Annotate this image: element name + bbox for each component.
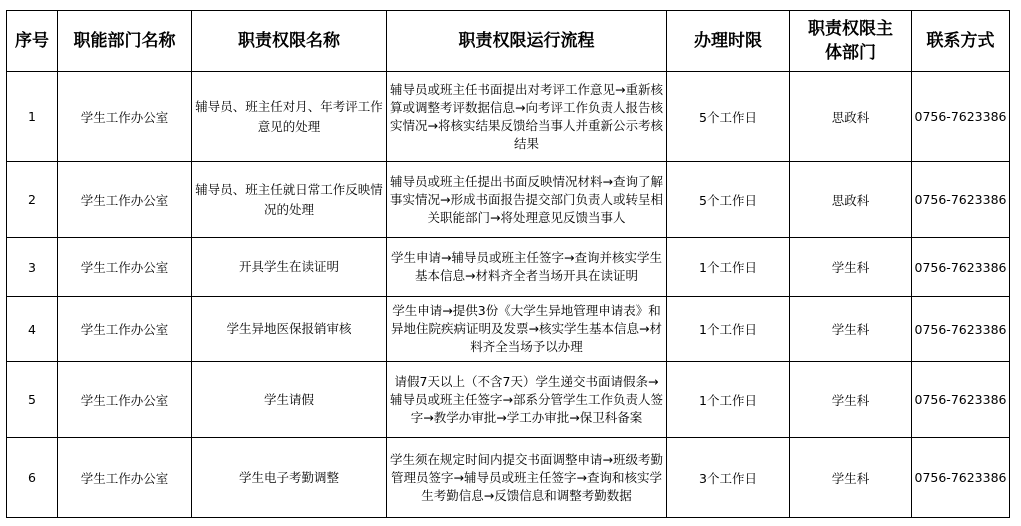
cell-flow: 学生申请→提供3份《大学生异地管理申请表》和异地住院疾病证明及发票→核实学生基本信息→材料齐全当场予以办理 xyxy=(387,297,667,362)
duty-table xyxy=(6,10,1010,518)
cell-time: 1个工作日 xyxy=(667,238,790,297)
cell-dept: 学生工作办公室 xyxy=(58,438,192,518)
cell-flow: 学生须在规定时间内提交书面调整申请→班级考勤管理员签字→辅导员或班主任签字→查询和核实学生考勤信息→反馈信息和调整考勤数据 xyxy=(387,438,667,518)
cell-contact: 0756-7623386 xyxy=(912,297,1010,362)
table-row xyxy=(7,72,1010,162)
cell-name: 学生电子考勤调整 xyxy=(192,438,387,518)
cell-owner: 思政科 xyxy=(790,162,912,238)
cell-seq: 3 xyxy=(7,238,58,297)
cell-contact: 0756-7623386 xyxy=(912,72,1010,162)
table-row xyxy=(7,162,1010,238)
cell-owner: 学生科 xyxy=(790,362,912,438)
header-owner: 职责权限主体部门 xyxy=(790,11,912,72)
cell-dept: 学生工作办公室 xyxy=(58,297,192,362)
header-contact: 联系方式 xyxy=(912,11,1010,72)
cell-name: 学生请假 xyxy=(192,362,387,438)
cell-name: 辅导员、班主任对月、年考评工作意见的处理 xyxy=(192,72,387,162)
table-row xyxy=(7,297,1010,362)
cell-dept: 学生工作办公室 xyxy=(58,72,192,162)
header-flow: 职责权限运行流程 xyxy=(387,11,667,72)
header-dept: 职能部门名称 xyxy=(58,11,192,72)
cell-contact: 0756-7623386 xyxy=(912,238,1010,297)
cell-owner: 学生科 xyxy=(790,438,912,518)
cell-flow: 辅导员或班主任提出书面反映情况材料→查询了解事实情况→形成书面报告提交部门负责人或转呈相关职能部门→将处理意见反馈当事人 xyxy=(387,162,667,238)
header-seq: 序号 xyxy=(7,11,58,72)
header-row xyxy=(7,11,1010,72)
cell-seq: 1 xyxy=(7,72,58,162)
cell-time: 1个工作日 xyxy=(667,297,790,362)
cell-contact: 0756-7623386 xyxy=(912,438,1010,518)
cell-seq: 4 xyxy=(7,297,58,362)
header-time: 办理时限 xyxy=(667,11,790,72)
cell-owner: 学生科 xyxy=(790,238,912,297)
cell-time: 5个工作日 xyxy=(667,72,790,162)
cell-time: 3个工作日 xyxy=(667,438,790,518)
cell-time: 1个工作日 xyxy=(667,362,790,438)
cell-contact: 0756-7623386 xyxy=(912,362,1010,438)
cell-seq: 6 xyxy=(7,438,58,518)
cell-owner: 学生科 xyxy=(790,297,912,362)
cell-dept: 学生工作办公室 xyxy=(58,162,192,238)
cell-flow: 请假7天以上（不含7天）学生递交书面请假条→辅导员或班主任签字→部系分管学生工作负责人签字→教学办审批→学工办审批→保卫科备案 xyxy=(387,362,667,438)
table-row xyxy=(7,362,1010,438)
cell-dept: 学生工作办公室 xyxy=(58,238,192,297)
cell-name: 开具学生在读证明 xyxy=(192,238,387,297)
cell-name: 学生异地医保报销审核 xyxy=(192,297,387,362)
cell-name: 辅导员、班主任就日常工作反映情况的处理 xyxy=(192,162,387,238)
table-row xyxy=(7,438,1010,518)
cell-flow: 辅导员或班主任书面提出对考评工作意见→重新核算或调整考评数据信息→向考评工作负责人报告核实情况→将核实结果反馈给当事人并重新公示考核结果 xyxy=(387,72,667,162)
cell-dept: 学生工作办公室 xyxy=(58,362,192,438)
cell-owner: 思政科 xyxy=(790,72,912,162)
cell-time: 5个工作日 xyxy=(667,162,790,238)
cell-contact: 0756-7623386 xyxy=(912,162,1010,238)
table-row xyxy=(7,238,1010,297)
cell-seq: 2 xyxy=(7,162,58,238)
header-name: 职责权限名称 xyxy=(192,11,387,72)
cell-flow: 学生申请→辅导员或班主任签字→查询并核实学生基本信息→材料齐全者当场开具在读证明 xyxy=(387,238,667,297)
cell-seq: 5 xyxy=(7,362,58,438)
